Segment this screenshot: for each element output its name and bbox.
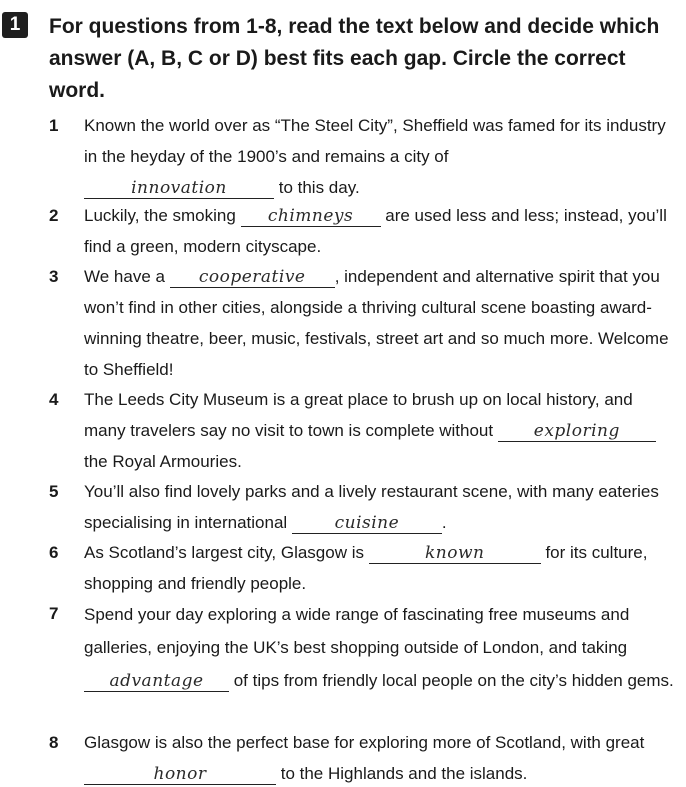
question-text-after: to the Highlands and the islands. (276, 764, 528, 783)
question-text-before: You’ll also find lovely parks and a lively restaurant scene, with many eateries specialising in international (84, 482, 659, 532)
exercise-instructions: For questions from 1-8, read the text below and decide which answer (A, B, C or D) best fits each gap. Circle the correct word. (49, 15, 660, 102)
handwritten-answer: known (424, 543, 485, 563)
answer-gap[interactable] (170, 265, 335, 288)
question-number: 5 (49, 482, 59, 501)
question-text-after: for its culture, shopping and friendly people. (84, 543, 648, 593)
question-number: 1 (49, 116, 59, 135)
question-text (84, 727, 674, 787)
question-text (84, 261, 674, 385)
question-text-after: to this day. (274, 178, 360, 197)
question-text-before: Known the world over as “The Steel City”, Sheffield was famed for its industry in the heyday of the 1900’s and remains a city of (84, 116, 666, 166)
question-text-after: , independent and alternative spirit that you won’t find in other cities, alongside a thriving cultural scene boasting award-winning theatre, beer, music, festivals, street art and so much more. Welcome to Sheffield! (84, 267, 669, 379)
question-number: 8 (49, 733, 59, 752)
question-text-before: Spend your day exploring a wide range of fascinating free museums and galleries, enjoying the UK’s best shopping outside of London, and taking (84, 605, 630, 657)
question-number: 2 (49, 206, 59, 225)
handwritten-answer: exploring (533, 421, 620, 441)
question-text-after: the Royal Armouries. (84, 452, 242, 471)
question-text-before: As Scotland’s largest city, Glasgow is (84, 543, 369, 562)
question-text-before: The Leeds City Museum is a great place to brush up on local history, and many travelers say no visit to town is complete without (84, 390, 633, 440)
answer-gap[interactable] (369, 541, 541, 564)
exercise-number-badge: 1 (2, 12, 28, 38)
handwritten-answer: advantage (109, 671, 204, 691)
answer-gap[interactable] (84, 762, 276, 785)
question-text (84, 110, 674, 203)
question-text (84, 384, 674, 477)
question-number: 3 (49, 267, 59, 286)
handwritten-answer: chimneys (267, 206, 354, 226)
question-number: 4 (49, 390, 59, 409)
question-text (84, 598, 674, 697)
handwritten-answer: cooperative (198, 267, 306, 287)
question-text-after: are used less and less; instead, you’ll find a green, modern cityscape. (84, 206, 667, 256)
question-text (84, 537, 674, 599)
answer-gap[interactable] (241, 204, 381, 227)
answer-gap[interactable] (84, 669, 229, 692)
answer-gap[interactable] (292, 511, 442, 534)
question-text (84, 476, 674, 538)
question-text-before: Glasgow is also the perfect base for exploring more of Scotland, with great (84, 733, 645, 752)
question-text (84, 200, 674, 262)
answer-gap[interactable] (498, 419, 656, 442)
question-text-before: Luckily, the smoking (84, 206, 241, 225)
question-text-before: We have a (84, 267, 170, 286)
question-number: 7 (49, 604, 59, 623)
question-text-after: . (441, 513, 447, 532)
handwritten-answer: cuisine (334, 513, 400, 533)
question-text-after: of tips from friendly local people on the city’s hidden gems. (229, 671, 674, 690)
handwritten-answer: innovation (131, 178, 227, 198)
handwritten-answer: honor (153, 764, 207, 784)
answer-gap[interactable] (84, 176, 274, 199)
question-number: 6 (49, 543, 59, 562)
